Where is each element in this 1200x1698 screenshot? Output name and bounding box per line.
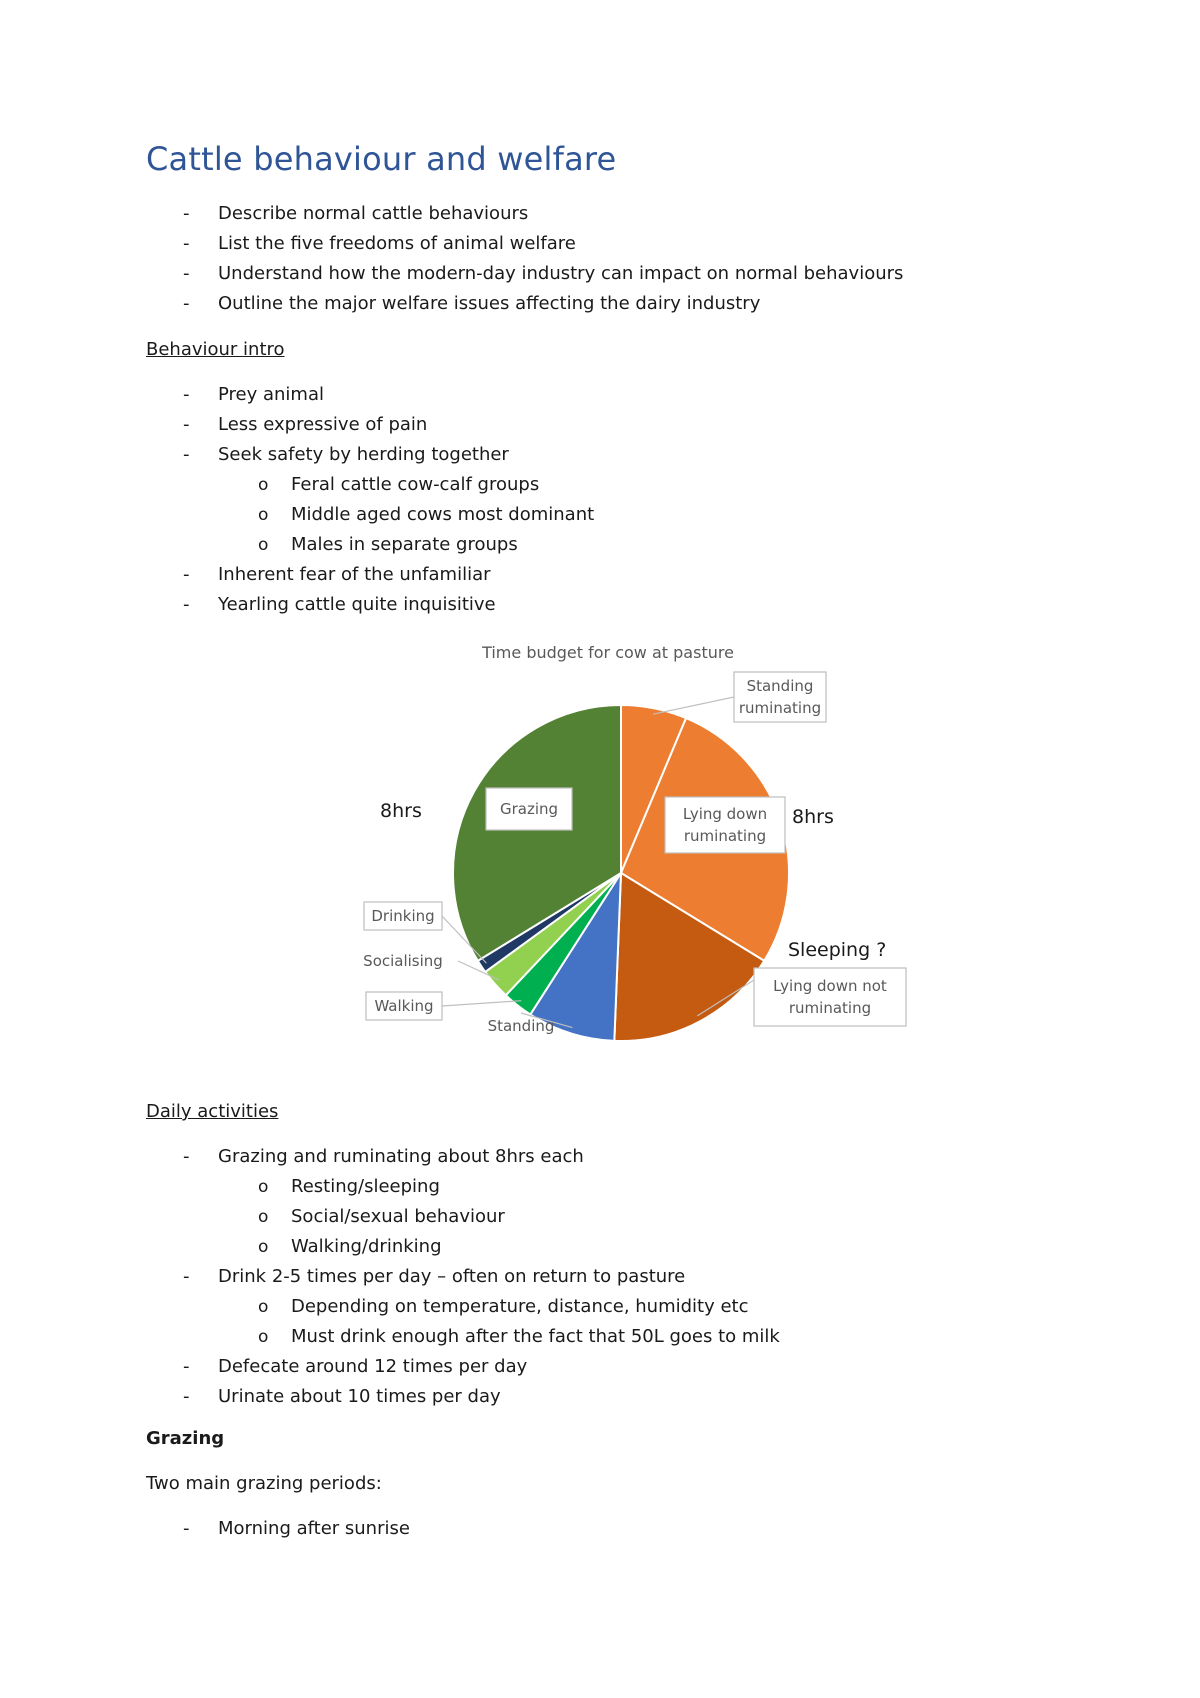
slice-label-walking: Walking [374,997,434,1015]
annotation-ruminating-hours: 8hrs [792,806,834,828]
list-item: - Prey animal [146,380,594,410]
list-item: - List the five freedoms of animal welfare [146,229,903,259]
section-heading-grazing: Grazing [146,1428,225,1449]
slice-label-standing: Standing [487,1017,555,1035]
list-subitem: o Walking/drinking [146,1232,780,1262]
list-subitem: o Males in separate groups [146,530,594,560]
list-item: - Outline the major welfare issues affecting the dairy industry [146,289,903,319]
list-subitem: o Must drink enough after the fact that 50L goes to milk [146,1322,780,1352]
list-item: - Less expressive of pain [146,410,594,440]
list-subitem: o Resting/sleeping [146,1172,780,1202]
list-item: - Understand how the modern-day industry can impact on normal behaviours [146,259,903,289]
list-subitem: o Social/sexual behaviour [146,1202,780,1232]
list-item: - Urinate about 10 times per day [146,1382,780,1412]
list-item: - Morning after sunrise [146,1514,410,1544]
behaviour-intro-list [146,380,594,620]
daily-activities-list [146,1142,780,1412]
page-title: Cattle behaviour and welfare [146,140,617,178]
grazing-subheading: Two main grazing periods: [146,1473,382,1494]
leader-line-walking [442,1001,521,1006]
slice-label-standing-ruminating: Standing ruminating [738,677,822,717]
list-item: - Yearling cattle quite inquisitive [146,590,594,620]
section-heading-behaviour-intro: Behaviour intro [146,339,285,360]
slice-label-grazing: Grazing [499,800,559,818]
list-subitem: o Middle aged cows most dominant [146,500,594,530]
objectives-list [146,199,903,319]
list-item: - Describe normal cattle behaviours [146,199,903,229]
slice-label-socialising: Socialising [363,952,443,970]
time-budget-pie-chart [336,630,916,1080]
slice-label-lying-down-not-ruminating: Lying down not ruminating [773,977,887,1017]
section-heading-daily-activities: Daily activities [146,1101,279,1122]
list-subitem: o Depending on temperature, distance, humidity etc [146,1292,780,1322]
slice-label-drinking: Drinking [371,907,435,925]
chart-title: Time budget for cow at pasture [482,643,734,662]
list-item: - Drink 2-5 times per day – often on return to pasture [146,1262,780,1292]
list-item: - Defecate around 12 times per day [146,1352,780,1382]
slice-label-lying-down-ruminating: Lying down ruminating [682,805,768,845]
grazing-list [146,1514,410,1544]
list-subitem: o Feral cattle cow-calf groups [146,470,594,500]
list-item: - Inherent fear of the unfamiliar [146,560,594,590]
leader-line-standing-ruminating [653,697,734,714]
list-item: - Grazing and ruminating about 8hrs each [146,1142,780,1172]
annotation-sleeping: Sleeping ? [788,939,887,961]
list-item: - Seek safety by herding together [146,440,594,470]
annotation-grazing-hours: 8hrs [380,800,422,822]
